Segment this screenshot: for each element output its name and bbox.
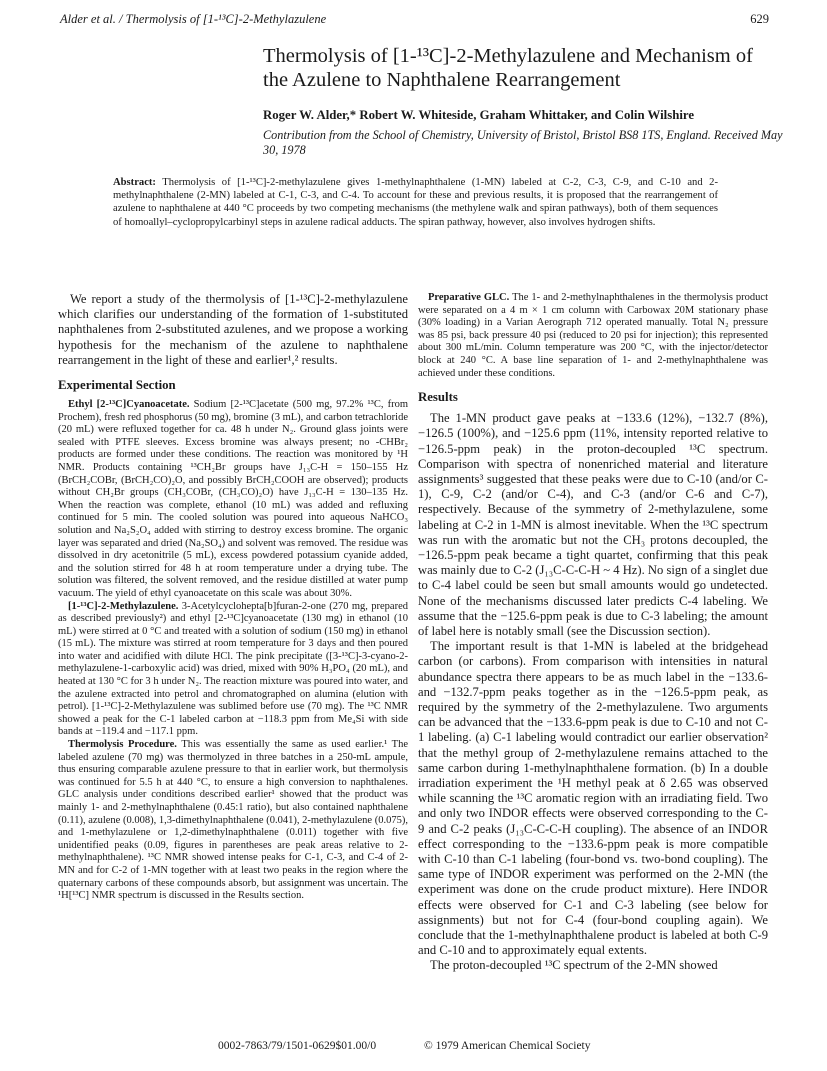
results-paragraph-3: The proton-decoupled ¹³C spectrum of the 2-MN showed (430, 958, 718, 973)
affiliation: Contribution from the School of Chemistry, University of Bristol, Bristol BS8 1TS, England. Received May 30, 1978 (263, 128, 783, 157)
paragraph-text: Sodium [2-¹³C]acetate (500 mg, 97.2% ¹³C, from Prochem), fresh red phosphorus (50 mg), bromine (3 mL), and carbon tetrachloride (20 mL) were refluxed together for ca. 48 h under N₂. Ground glass joints were sealed with PTFE sleeves. Excess bromine was always present; no -CHBr₂ products are formed under these conditions. The reaction was monitored by ¹H NMR. Products containing ¹³CH₂Br groups have J₁₃C-H = 150–155 Hz (BrCH₂COBr, (BrCH₂CO)₂O, and possibly BrCH₂COOH are observed); products without CH₂Br groups (CH₃COBr, (CH₃CO)₂O) have J₁₃C-H = 130–135 Hz. When the reaction was complete, ethanol (10 mL) was added and refluxing continued for 5 min. The cooled solution was poured into aqueous NaHCO₃ solution and Na₂S₂O₄ added with stirring to destroy excess bromine. The organic layer was separated and dried (Na₂SO₄) and solvent was removed. The residue was dissolved in dry acetonitrile (5 mL), excess powdered potassium cyanide added, and the solution stirred for 48 h at room temperature under a drying tube. The solution was filtered, the solvent removed, and the residue distilled at water pump vacuum. The yield of ethyl cyanoacetate on this scale was about 30%. (58, 399, 408, 599)
experimental-paragraph-1 (58, 399, 408, 601)
experimental-paragraph-3 (58, 739, 408, 903)
intro-paragraph: We report a study of the thermolysis of [1-¹³C]-2-methylazulene which clarifies our understanding of the formation of 1-substituted naphthalenes from 2-substituted azulenes, and we propose a working hypothesis for the mechanism of the azulene to naphthalene rearrangement in the light of these and earlier¹,² results. (58, 292, 408, 367)
paragraph-text: This was essentially the same as used earlier.¹ The labeled azulene (70 mg) was thermolyzed in three batches in a 250-mL ampule, thus ensuring comparable azulene pressure to that in earlier work, but thermolysis was continued for 5.5 h at 440 °C, to ensure a high conversion to naphthalenes. GLC analysis under conditions described earlier¹ showed that the product was mainly 1- and 2-methylnaphthalene (0.45:1 ratio), but also contained naphthalene (0.11), azulene (0.008), 1,3-dimethylnaphthalene (0.041), 2-methylazulene (0.075), and 1-methylazulene or 1,2-dimethylnaphthalene (0.011) together with five unidentified peaks (0.09, figures in parentheses are peak areas relative to 2-methylnaphthalene). ¹³C NMR showed intense peaks for C-1, C-3, and C-4 of 2-MN and for C-2 of 1-MN together with at least two peaks in the region where the quaternary carbons of these compounds absorb, but assignment was uncertain. The ¹H[¹³C] NMR spectrum is discussed in the Results section. (58, 739, 409, 902)
runin-heading: Preparative GLC. (428, 292, 510, 303)
article-title: Thermolysis of [1-¹³C]-2-Methylazulene and Mechanism of the Azulene to Naphthalene Rearrangement (263, 45, 753, 91)
runin-heading: [1-¹³C]-2-Methylazulene. (68, 600, 179, 612)
copyright-notice: © 1979 American Chemical Society (424, 1040, 591, 1052)
results-heading: Results (418, 390, 458, 405)
runin-heading: Ethyl [2-¹³C]Cyanoacetate. (68, 399, 190, 411)
paragraph-text: 3-Acetylcyclohepta[b]furan-2-one (270 mg, prepared as described previously²) and ethyl [2-¹³C]cyanoacetate (130 mg) in ethanol (10 mL) were stirred at 0 °C and treated with a solution of sodium (150 mg) in ethanol (15 mL). The mixture was stirred at room temperature for 3 days and then poured into water and acidified with dilute HCl. The pink precipitate ([3-¹³C]-3-cyano-2-methylazulene-1-carboxylic acid) was dried, mixed with 90% H₃PO₄ (20 mL), and heated at 130 °C for 3 h under N₂. The reaction mixture was poured into water, and the azulene extracted into petrol and chromatographed on alumina (elution with petrol). [1-¹³C]-2-Methylazulene was sublimed before use (70 mg). The ¹³C NMR showed a peak for the C-1 labeled carbon at −118.3 ppm from Me₄Si with side bands at −119.4 and −117.1 ppm. (58, 600, 409, 738)
article-code: 0002-7863/79/1501-0629$01.00/0 (218, 1040, 377, 1052)
left-column (58, 292, 408, 903)
right-column (418, 292, 768, 974)
abstract-text: Thermolysis of [1-¹³C]-2-methylazulene gives 1-methylnaphthalene (1-MN) labeled at C-2, C-3, C-9, and C-10 and 2-methylnaphthalene (2-MN) labeled at C-1, C-3, and C-4. To account for these and previous results, it is proposed that the rearrangement of azulene to naphthalene at 440 °C proceeds by two competing mechanisms (the methylene walk and spiran pathways), both of them sequences of homoallyl–cyclopropylcarbinyl steps in azulene radical adducts. The spiran pathway, however, also involves hydrogen shifts. (113, 177, 718, 228)
running-head-citation: Alder et al. / Thermolysis of [1-¹³C]-2-Methylazulene (60, 12, 327, 26)
abstract (113, 176, 718, 229)
abstract-label: Abstract: (113, 177, 156, 188)
paragraph-text: The 1- and 2-methylnaphthalenes in the thermolysis product were separated on a 4 m × 1 cm column with Carbowax 20M stationary phase (30% loading) in a Varian Aerograph 712 operated manually. Total N₂ pressure was 85 psi, back pressure 40 psi (reduced to 20 psi for injection); this represented about 300 mL/min. Column temperature was 200 °C, with the injector/detector block at 240 °C. A base line separation of 1- and 2-methylnaphthalene was achieved under these conditions. (418, 292, 769, 379)
results-paragraph-1: The 1-MN product gave peaks at −133.6 (12%), −132.7 (8%), −126.5 (100%), and −125.6 ppm (11%, intensity reported relative to −126.5-ppm peak) in the proton-decoupled ¹³C spectrum. Comparison with spectra of nonenriched material and literature assignments³ suggested that these peaks were due to C-10 (and/or C-1), C-9, C-2 (and/or C-4), and C-3 (and/or C-6 and C-7), respectively. Because of the symmetry of 2-methylazulene, some labeling at C-2 in 1-MN is almost inevitable. When the ¹³C spectrum was run with the aromatic but not the CH₃ protons decoupled, the −126.5-ppm peak became a tight quartet, confirming that this peak was mainly due to C-2 (J₁₃C-C-C-H ~ 4 Hz). No sign of a singlet due to C-4 label could be seen but small amounts would go undetected. None of the mechanisms discussed later predicts C-4 labeling. We assume that the −125.6-ppm peak is due to C-3 labeling; the amount of label here is notably small (see the Discussion section). (418, 411, 768, 638)
runin-heading: Thermolysis Procedure. (68, 739, 177, 751)
experimental-paragraph-2 (58, 601, 408, 740)
author-list: Roger W. Alder,* Robert W. Whiteside, Graham Whittaker, and Colin Wilshire (263, 108, 695, 122)
results-paragraph-2: The important result is that 1-MN is labeled at the bridgehead carbon (or carbons). From comparison with intensities in natural abundance spectra there appears to be as much label in the −133.6- and −132.7-ppm peaks together as in the −126.5-ppm peak, as required by the symmetry of the 2-methylazulene. Two arguments can be advanced that the −133.6-ppm peak is due to C-10 and not C-1 labeling. (a) C-1 labeling would contradict our earlier observation² that the methyl group of 2-methylazulene remains attached to the same carbon during 1-methylnaphthalene formation. (b) In a double irradiation experiment the ¹H methyl peak at δ 2.65 was observed while scanning the ¹³C aromatic region with an irradiating field. Two and only two INDOR effects were observed corresponding to the C-9 and C-2 peaks (J₁₃C-C-C-H coupling). The absence of an INDOR effect corresponding to the −133.6-ppm peak is more compatible with C-10 than C-1 labeling (four-bond vs. two-bond coupling). The same type of INDOR experiment was performed on the 2-MN (the experiment was done on the crude product mixture). Here INDOR effects were observed for C-1 and C-3 labeling (see below for assignments) but not for C-4 (four-bond coupling again). We conclude that the 1-methylnaphthalene product is labeled at both C-9 and C-10 and to approximately equal extents. (418, 639, 768, 958)
page-number: 629 (750, 12, 769, 26)
experimental-heading: Experimental Section (58, 378, 176, 393)
prep-glc-paragraph (418, 292, 768, 380)
running-head (60, 12, 769, 30)
